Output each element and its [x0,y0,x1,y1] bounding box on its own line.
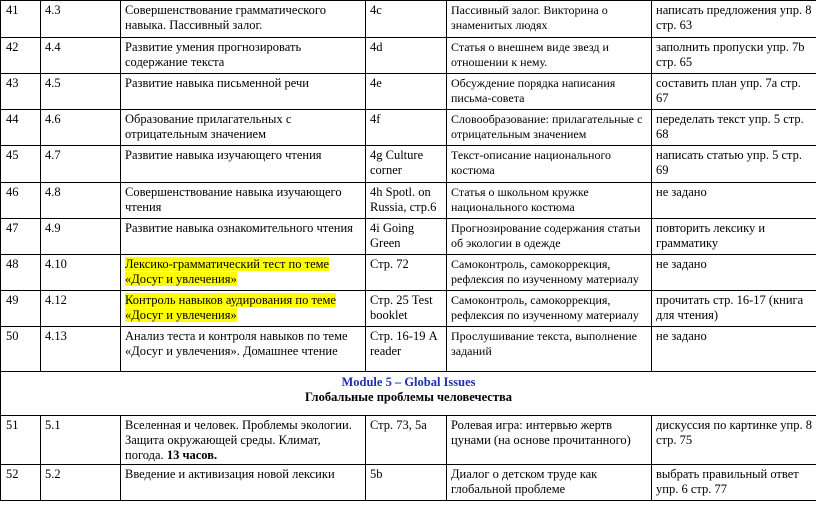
hours-text: 13 часов. [166,448,218,462]
lesson-topic: Развитие навыка письменной речи [121,74,366,110]
lesson-code: 4.3 [41,1,121,38]
lesson-topic: Совершенствование навыка изучающего чтения [121,183,366,219]
lesson-topic: Введение и активизация новой лексики [121,465,366,501]
table-row [1,38,816,74]
row-number: 43 [1,74,41,110]
lesson-homework: составить план упр. 7a стр. 67 [652,74,816,110]
table-row [1,327,816,372]
lesson-material: 4h Spotl. on Russia, стр.6 [366,183,447,219]
lesson-homework: выбрать правильный ответ упр. 6 стр. 77 [652,465,816,501]
lesson-activity: Пассивный залог. Викторина о знаменитых людях [447,1,652,38]
row-number: 48 [1,255,41,291]
lesson-homework: не задано [652,183,816,219]
lesson-material: Стр. 25 Test booklet [366,291,447,327]
lesson-activity: Текст-описание национального костюма [447,146,652,183]
row-number: 44 [1,110,41,146]
lesson-material: 4f [366,110,447,146]
module-title: Module 5 – Global Issues [341,375,476,389]
table-row [1,416,816,465]
lesson-homework: не задано [652,255,816,291]
table-row [1,465,816,501]
highlighted-topic-text: Лексико-грамматический тест по теме «Досуг и увлечения» [125,257,330,286]
lesson-activity: Статья о внешнем виде звезд и отношении к нему. [447,38,652,74]
module-header-row [1,372,816,416]
row-number: 50 [1,327,41,372]
lesson-homework: написать статью упр. 5 стр. 69 [652,146,816,183]
module-header-cell [1,372,816,416]
lesson-code: 4.5 [41,74,121,110]
lesson-topic: Анализ теста и контроля навыков по теме «Досуг и увлечения». Домашнее чтение [121,327,366,372]
table-row [1,1,816,38]
table-row [1,219,816,255]
lesson-material: Стр. 16-19 A reader [366,327,447,372]
lesson-code: 5.2 [41,465,121,501]
lesson-activity: Диалог о детском труде как глобальной проблеме [447,465,652,501]
lesson-homework: написать предложения упр. 8 стр. 63 [652,1,816,38]
lesson-topic: Образование прилагательных с отрицательным значением [121,110,366,146]
row-number: 47 [1,219,41,255]
table-body-module4 [1,1,816,372]
lesson-material: Стр. 72 [366,255,447,291]
lesson-activity: Словообразование: прилагательные с отрицательным значением [447,110,652,146]
row-number: 42 [1,38,41,74]
lesson-homework: переделать текст упр. 5 стр. 68 [652,110,816,146]
lesson-material: 5b [366,465,447,501]
lesson-material: 4c [366,1,447,38]
topic-text: Вселенная и человек. Проблемы экологии. Защита окружающей среды. Климат, погода. [125,418,352,462]
row-number: 52 [1,465,41,501]
lesson-code: 4.4 [41,38,121,74]
highlighted-topic-text: Контроль навыков аудирования по теме «Досуг и увлечения» [125,293,336,322]
table-row [1,110,816,146]
table-row [1,291,816,327]
lesson-topic: Совершенствование грамматического навыка. Пассивный залог. [121,1,366,38]
row-number: 41 [1,1,41,38]
lesson-activity: Обсуждение порядка написания письма-совета [447,74,652,110]
lesson-homework: прочитать стр. 16-17 (книга для чтения) [652,291,816,327]
row-number: 45 [1,146,41,183]
table-row [1,255,816,291]
table-row [1,74,816,110]
table-row [1,146,816,183]
lesson-activity: Самоконтроль, самокоррекция, рефлексия по изученному материалу [447,291,652,327]
module-subtitle: Глобальные проблемы человечества [305,390,512,404]
lesson-code: 5.1 [41,416,121,465]
lesson-code: 4.12 [41,291,121,327]
lesson-homework: не задано [652,327,816,372]
lesson-material: 4i Going Green [366,219,447,255]
lesson-activity: Прогнозирование содержания статьи об экологии в одежде [447,219,652,255]
lesson-topic [121,255,366,291]
lesson-code: 4.8 [41,183,121,219]
row-number: 49 [1,291,41,327]
lesson-code: 4.9 [41,219,121,255]
lesson-activity: Ролевая игра: интервью жертв цунами (на основе прочитанного) [447,416,652,465]
lesson-topic: Развитие навыка ознакомительного чтения [121,219,366,255]
lesson-code: 4.7 [41,146,121,183]
lesson-material: 4d [366,38,447,74]
lesson-code: 4.10 [41,255,121,291]
lesson-topic: Развитие умения прогнозировать содержание текста [121,38,366,74]
lesson-code: 4.13 [41,327,121,372]
lesson-activity: Прослушивание текста, выполнение заданий [447,327,652,372]
lesson-code: 4.6 [41,110,121,146]
lesson-homework: дискуссия по картинке упр. 8 стр. 75 [652,416,816,465]
table-row [1,183,816,219]
lesson-material: Стр. 73, 5a [366,416,447,465]
row-number: 51 [1,416,41,465]
lesson-material: 4e [366,74,447,110]
lesson-material: 4g Culture corner [366,146,447,183]
lesson-topic [121,416,366,465]
lesson-activity: Самоконтроль, самокоррекция, рефлексия по изученному материалу [447,255,652,291]
lesson-activity: Статья о школьном кружке национального костюма [447,183,652,219]
lesson-homework: повторить лексику и грамматику [652,219,816,255]
lesson-topic: Развитие навыка изучающего чтения [121,146,366,183]
row-number: 46 [1,183,41,219]
table-body-module5 [1,372,816,501]
lesson-homework: заполнить пропуски упр. 7b стр. 65 [652,38,816,74]
lesson-topic [121,291,366,327]
